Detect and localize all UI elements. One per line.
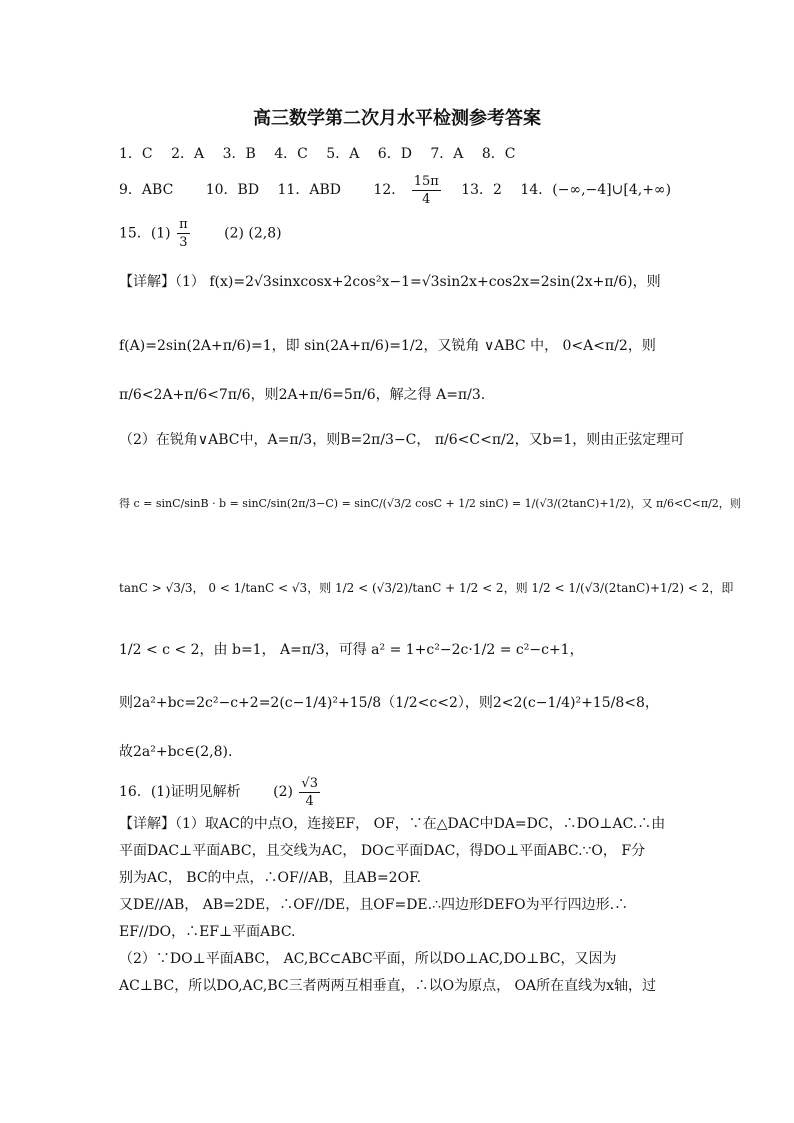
q15-detail-tag: 【详解】 — [119, 274, 175, 290]
answer-8: 8．C — [481, 146, 516, 162]
q16-text-6: （2）∵DO⊥平面ABC， AC,BC⊂ABC平面，所以DO⊥AC,DO⊥BC，又因为 — [119, 951, 617, 967]
q16-detail-line-2 — [119, 841, 645, 861]
q16-detail-line-5 — [119, 922, 296, 942]
answers-row-1 — [119, 144, 515, 164]
q15-detail-line-3 — [119, 385, 485, 405]
q15-text-7: 1/2 < c < 2，由 b=1， A=π/3，可得 a² = 1+c²−2c·1/2 = c²−c+1， — [119, 642, 584, 658]
q15-text-3: π/6<2A+π/6<7π/6，则2A+π/6=5π/6，解之得 A=π/3. — [119, 387, 486, 403]
answers-row-3 — [119, 216, 282, 251]
q16-detail-line-1 — [119, 814, 665, 834]
answer-12-fraction — [412, 173, 441, 208]
answer-13: 13．2 — [461, 182, 502, 198]
q16-text-2: 平面DAC⊥平面ABC，且交线为AC， DO⊂平面DAC，得DO⊥平面ABC.∵O， F分 — [119, 843, 646, 859]
answer-16 — [119, 774, 322, 810]
q16-detail-line-3 — [119, 868, 421, 888]
q16-text-1: （1）取AC的中点O，连接EF， OF，∵在△DAC中DA=DC，∴DO⊥AC.∴由 — [175, 816, 666, 832]
answer-16-part2-denominator: 4 — [305, 793, 314, 809]
q15-detail-line-2 — [119, 336, 656, 356]
q15-detail-line-5 — [119, 494, 741, 514]
answer-16-part2-label: (2) — [273, 784, 293, 800]
answer-2: 2．A — [171, 146, 205, 162]
q15-detail-line-6 — [119, 578, 733, 598]
answer-15-part1-denominator: 3 — [179, 235, 188, 250]
answer-3: 3．B — [222, 146, 256, 162]
q16-detail-line-4 — [119, 895, 628, 915]
answer-5: 5．A — [326, 146, 360, 162]
answer-14: 14．(−∞,−4]∪[4,+∞) — [520, 182, 672, 198]
answer-12-denominator: 4 — [422, 191, 431, 207]
answer-15-part2: (2) (2,8) — [224, 225, 282, 242]
answer-15-part1-fraction — [177, 216, 190, 251]
answer-11: 11．ABD — [277, 182, 341, 198]
answer-15-part1-numerator: π — [179, 217, 188, 232]
answer-16-part2-fraction — [299, 775, 320, 810]
answer-12-numerator: 15π — [413, 173, 439, 189]
answers-row-2 — [119, 172, 671, 208]
q15-detail-line-1 — [119, 272, 661, 292]
q15-detail-line-8 — [119, 693, 659, 713]
q15-text-4: （2）在锐角∨ABC中，A=π/3，则B=2π/3−C， π/6<C<π/2，又b=1，则由正弦定理可 — [119, 432, 685, 448]
answer-16-part1: 16．(1)证明见解析 — [119, 784, 241, 800]
q16-detail-line-7 — [119, 976, 656, 996]
q16-detail-line-6 — [119, 949, 617, 969]
q16-text-4: 又DE//AB， AB=2DE，∴OF//DE，且OF=DE.∴四边形DEFO为平行四边形.∴ — [119, 897, 629, 913]
answer-7: 7．A — [430, 146, 464, 162]
q16-detail-tag: 【详解】 — [119, 816, 175, 832]
q15-text-2: f(A)=2sin(2A+π/6)=1，即 sin(2A+π/6)=1/2，又锐角 ∨ABC 中， 0<A<π/2，则 — [119, 338, 656, 354]
q15-text-5: 得 c = sinC/sinB · b = sinC/sin(2π/3−C) = sinC/(√3/2 cosC + 1/2 sinC) = 1/(√3/(2tanC)+1/2)，又 π/6<C<π/2，则 — [119, 497, 741, 510]
page-title: 高三数学第二次月水平检测参考答案 — [253, 108, 541, 129]
answer-15-label: 15．(1) — [119, 225, 171, 242]
answer-9: 9．ABC — [119, 182, 174, 198]
q15-text-6: tanC > √3/3， 0 < 1/tanC < √3，则 1/2 < (√3/2)/tanC + 1/2 < 2，则 1/2 < 1/(√3/(2tanC)+1/2) < 2，即 — [119, 581, 734, 595]
answer-6: 6．D — [377, 146, 412, 162]
answer-4: 4．C — [274, 146, 308, 162]
answer-1: 1．C — [119, 146, 153, 162]
q15-text-9: 故2a²+bc∈(2,8). — [119, 744, 233, 760]
answer-10: 10．BD — [205, 182, 260, 198]
answer-16-part2-numerator: √3 — [301, 775, 318, 791]
answer-12-label: 12． — [373, 182, 406, 198]
q16-text-5: EF//DO，∴EF⊥平面ABC. — [119, 924, 296, 940]
q16-text-3: 别为AC， BC的中点，∴OF//AB，且AB=2OF. — [119, 870, 422, 886]
q15-text-1: （1） f(x)=2√3sinxcosx+2cos²x−1=√3sin2x+cos2x=2sin(2x+π/6)，则 — [175, 274, 661, 290]
q15-detail-line-9 — [119, 742, 232, 762]
q15-detail-line-7 — [119, 640, 584, 660]
q16-text-7: AC⊥BC，所以DO,AC,BC三者两两互相垂直，∴以O为原点， OA所在直线为x轴，过 — [119, 978, 657, 994]
q15-text-8: 则2a²+bc=2c²−c+2=2(c−1/4)²+15/8（1/2<c<2），则2<2(c−1/4)²+15/8<8， — [119, 695, 659, 711]
q15-detail-line-4 — [119, 430, 684, 450]
